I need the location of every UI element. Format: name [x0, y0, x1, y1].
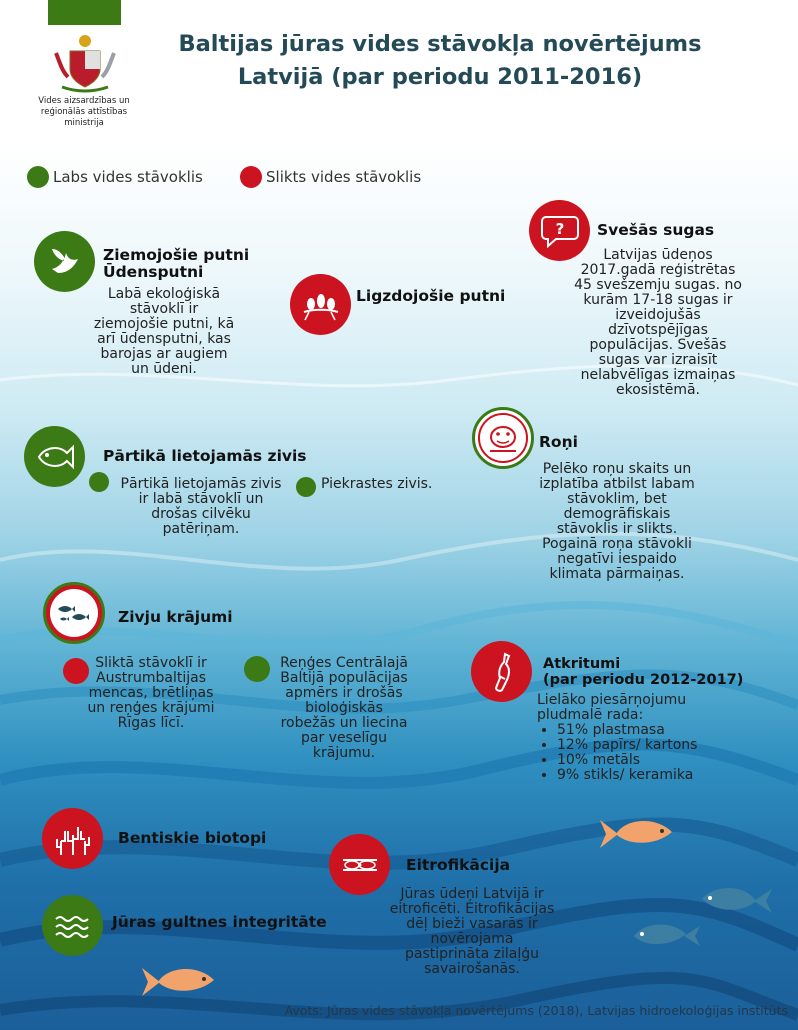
text-line: klimata pārmaiņas. — [549, 566, 685, 582]
birds-on-branch-icon — [290, 274, 351, 335]
decorative-fish-icon — [698, 880, 776, 922]
text-line: novērojama — [430, 931, 514, 947]
decorative-fish-icon — [624, 916, 702, 956]
text-line: izveidojušās — [615, 307, 701, 323]
text-line: Reņģes Centrālajā — [280, 655, 408, 671]
fish-stocks-bad-text — [80, 656, 222, 731]
fish-icon — [24, 426, 85, 487]
alien-species-text — [560, 248, 756, 398]
legend-bad-label: Slikts vides stāvoklis — [266, 168, 422, 186]
text-line: stāvoklim, bet — [567, 491, 667, 507]
text-line: robežās un liecina — [280, 715, 408, 731]
legend-good-label: Labs vides stāvoklis — [53, 168, 203, 186]
text-line: 2017.gadā reģistrētas — [580, 262, 736, 278]
text-line: Baltijā populācijas — [280, 670, 408, 686]
title-line-1: Baltijas jūras vides stāvokļa novērtējums — [178, 31, 702, 57]
fish-stocks-title: Zivju krājumi — [118, 608, 233, 626]
edible-fish-good-dot — [89, 472, 109, 492]
text-line: demogrāfiskais — [563, 506, 671, 522]
text-line: bioloģiskās — [305, 700, 383, 716]
seals-text — [525, 462, 709, 582]
algae-icon — [329, 834, 390, 895]
coastal-fish-good-dot — [296, 477, 316, 497]
text-line: populācijas. Svešās — [589, 337, 727, 353]
list-item: • 10% metāls — [557, 753, 697, 768]
text-line: ziemojošie putni, kā — [93, 316, 235, 332]
text-line: stāvoklis ir slikts. — [556, 521, 678, 537]
seals-title: Roņi — [539, 433, 578, 451]
text-line: patēriņam. — [162, 521, 240, 537]
text-line: Labā ekoloģiskā — [107, 286, 221, 302]
text-line: izplatība atbilst labam — [539, 476, 695, 492]
litter-title — [543, 656, 743, 688]
birds-nesting-title: Ligzdojošie putni — [356, 287, 506, 305]
waves-icon — [42, 895, 103, 956]
eutrophication-title: Eitrofikācija — [406, 856, 511, 874]
text-line: savairošanās. — [424, 961, 520, 977]
alien-species-title: Svešās sugas — [597, 221, 715, 239]
text-line: negatīvi iespaido — [557, 551, 677, 567]
fish-school-icon — [50, 589, 98, 637]
fish-stocks-good-text — [262, 656, 426, 761]
text-line: Sliktā stāvoklī ir — [95, 655, 207, 671]
birds-winter-title-2: Ūdensputni — [103, 263, 204, 281]
text-line: krājumu. — [312, 745, 376, 761]
text-line: barojas ar augiem — [100, 346, 228, 362]
list-item: • 9% stikls/ keramika — [557, 768, 697, 783]
seabed-title: Jūras gultnes integritāte — [112, 913, 327, 931]
eutrophication-text — [380, 887, 564, 977]
decorative-fish-icon — [596, 812, 676, 856]
coastal-fish-text: Piekrastes zivis. — [321, 476, 433, 492]
legend-good-dot — [27, 166, 49, 188]
text-line: un ūdeni. — [131, 361, 197, 377]
edible-fish-title: Pārtikā lietojamās zivis — [103, 447, 307, 465]
birds-winter-text — [84, 287, 244, 377]
text-line: kurām 17-18 sugas ir — [583, 292, 733, 308]
ministry-line: Vides aizsardzības un — [38, 96, 130, 106]
litter-title-1: Atkritumi — [543, 656, 621, 672]
birds-winter-title-1: Ziemojošie putni — [103, 246, 250, 264]
bottle-icon — [471, 641, 532, 702]
title-line-2: Latvijā (par periodu 2011-2016) — [237, 64, 643, 90]
litter-intro — [537, 693, 686, 723]
ministry-line: reģionālās attīstības — [40, 107, 128, 117]
text-line: un reņģes krājumi — [87, 700, 215, 716]
text-line: ekosistēmā. — [615, 382, 701, 398]
ministry-line: ministrija — [64, 118, 104, 128]
benthic-title: Bentiskie biotopi — [118, 829, 267, 847]
flag-strip — [48, 0, 121, 25]
text-line: sugas var izraisīt — [598, 352, 718, 368]
text-line: Pelēko roņu skaits un — [542, 461, 692, 477]
text-line: 45 svešzemju sugas. no — [574, 277, 742, 293]
ministry-name — [30, 96, 138, 129]
text-line: par veselīgu — [300, 730, 388, 746]
page-title — [150, 28, 730, 94]
edible-fish-text — [112, 477, 290, 537]
list-item: • 12% papīrs/ kartons — [557, 738, 697, 753]
text-line: nelabvēlīgas izmaiņas — [580, 367, 736, 383]
birds-winter-title — [103, 247, 249, 281]
text-line: dēļ bieži vasarās ir — [406, 916, 538, 932]
svg-text:?: ? — [555, 219, 564, 238]
text-line: stāvoklī ir — [129, 301, 199, 317]
seal-icon-ring — [472, 407, 534, 469]
text-line: eitroficēti. Eitrofikācijas — [389, 901, 555, 917]
list-item: • 51% plastmasa — [557, 723, 697, 738]
text-line: Jūras ūdeņi Latvijā ir — [400, 886, 544, 902]
text-line: pastiprināta zilaļģu — [405, 946, 539, 962]
text-line: dzīvotspējīgas — [608, 322, 708, 338]
text-line: drošas cilvēku — [151, 506, 251, 522]
text-line: Latvijas ūdeņos — [603, 247, 713, 263]
text-line: Austrumbaltijas — [96, 670, 206, 686]
litter-list — [537, 723, 697, 783]
source-citation: Avots: Jūras vides stāvokļa novērtējums (2018), Latvijas hidroekoloģijas institūts — [284, 1003, 788, 1018]
coral-icon — [42, 808, 103, 869]
text-line: Pogainā roņa stāvokli — [542, 536, 692, 552]
coat-of-arms-icon — [48, 33, 122, 95]
litter-title-2: (par periodu 2012-2017) — [543, 672, 744, 688]
text-line: mencas, brētliņas — [88, 685, 214, 701]
text-line: Rīgas līcī. — [117, 715, 185, 731]
seal-icon — [478, 413, 528, 463]
text-line: apmērs ir drošās — [285, 685, 403, 701]
dove-icon — [34, 231, 95, 292]
text-line: pludmalē rada: — [537, 707, 644, 723]
decorative-fish-icon — [138, 960, 218, 1004]
text-line: Lielāko piesārņojumu — [537, 692, 687, 708]
text-line: arī ūdensputni, kas — [97, 331, 231, 347]
text-line: Pārtikā lietojamās zivis — [120, 476, 282, 492]
legend-bad-dot — [240, 166, 262, 188]
text-line: ir labā stāvoklī un — [138, 491, 264, 507]
fish-school-icon-ring — [43, 582, 105, 644]
